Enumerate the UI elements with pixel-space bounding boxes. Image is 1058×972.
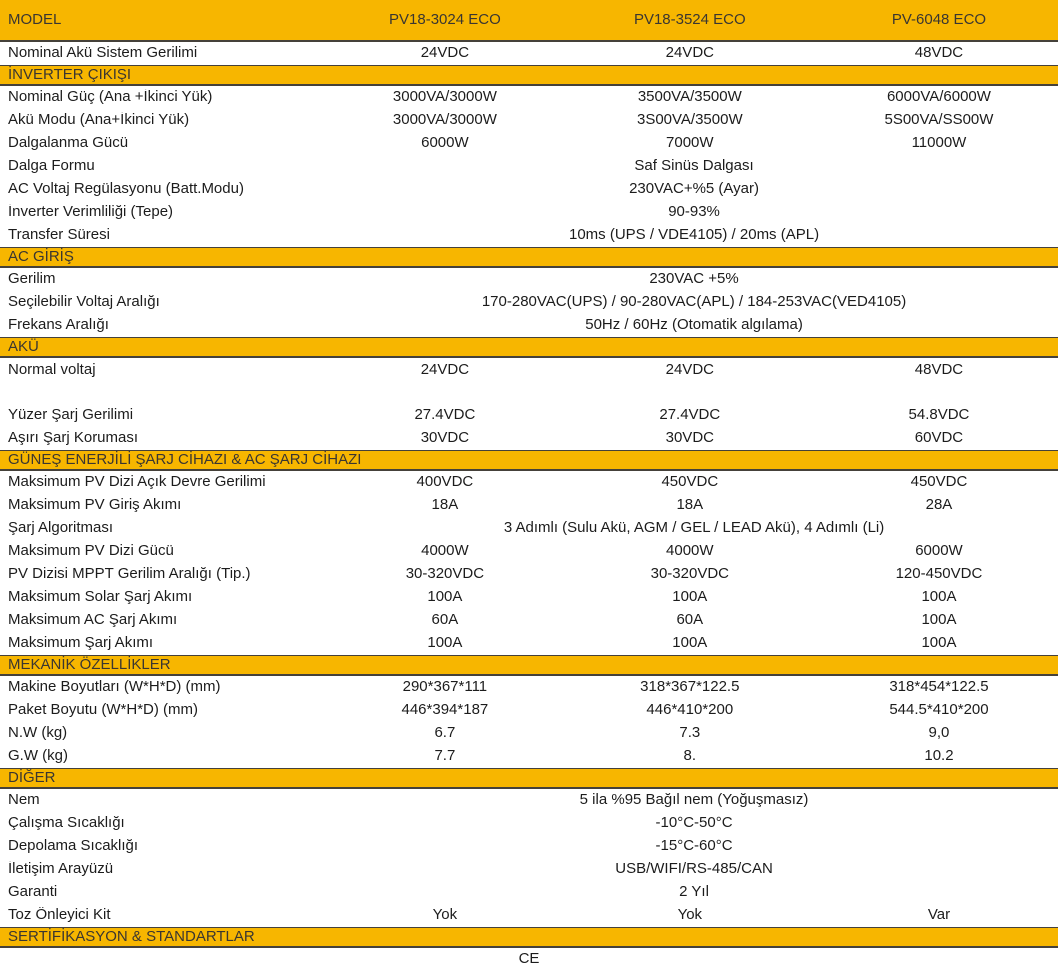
table-header-model-label: MODEL: [8, 11, 62, 28]
section-title: İNVERTER ÇIKIŞI: [8, 65, 132, 83]
spec-value: 24VDC: [420, 361, 470, 378]
table-header-row: [0, 0, 1058, 42]
spec-value-span: 90-93%: [668, 204, 720, 221]
spec-value: 318*367*122.5: [640, 679, 740, 696]
spec-label: Dalgalanma Gücü: [8, 135, 129, 152]
spec-value: 6000W: [421, 135, 469, 152]
section-header: [0, 927, 1058, 948]
spec-value: 11000W: [911, 135, 967, 152]
spec-row: [0, 178, 1058, 201]
spec-value-span: 170-280VAC(UPS) / 90-280VAC(APL) / 184-253VAC(VED4105): [481, 294, 907, 311]
spec-row: [0, 291, 1058, 314]
table-header-col-2: PV18-3524 ECO: [633, 11, 746, 28]
spec-label: Nominal Akü Sistem Gerilimi: [8, 45, 198, 62]
spec-label: Aşırı Şarj Koruması: [8, 430, 139, 447]
spec-value: 24VDC: [665, 45, 714, 62]
spec-label: Şarj Algoritması: [8, 520, 114, 537]
spec-label: G.W (kg): [8, 748, 68, 765]
section-title: DİĞER: [8, 768, 56, 786]
spec-value-span: 230VAC +5%: [649, 271, 739, 288]
spec-value: 446*394*187: [401, 702, 489, 719]
spec-value-span: -15°C-60°C: [655, 838, 733, 855]
spec-row: [0, 358, 1058, 404]
spec-value-span: Saf Sinüs Dalgası: [634, 158, 754, 175]
section-header: [0, 247, 1058, 268]
spec-value: 6000VA/6000W: [886, 89, 991, 106]
spec-row: [0, 745, 1058, 768]
spec-value: Var: [927, 907, 951, 924]
spec-value: 100A: [921, 589, 957, 606]
spec-value: 544.5*410*200: [889, 702, 989, 719]
spec-label: Maksimum PV Dizi Gücü: [8, 543, 174, 560]
spec-value-span: 3 Adımlı (Sulu Akü, AGM / GEL / LEAD Akü), 4 Adımlı (Li): [503, 520, 885, 537]
section-header: [0, 450, 1058, 471]
spec-label: Dalga Formu: [8, 158, 95, 175]
spec-value: 27.4VDC: [659, 407, 721, 424]
section-header: [0, 65, 1058, 86]
spec-row: [0, 609, 1058, 632]
spec-label: Maksimum AC Şarj Akımı: [8, 612, 178, 629]
spec-label: Nominal Güç (Ana +İkinci Yük): [8, 89, 213, 106]
spec-value-span: 5 ila %95 Bağıl nem (Yoğuşmasız): [579, 792, 809, 809]
spec-row: [0, 155, 1058, 178]
spec-label: Nem: [8, 792, 40, 809]
spec-value: 27.4VDC: [414, 407, 476, 424]
spec-value: 30-320VDC: [405, 566, 485, 583]
spec-label: Akü Modu (Ana+İkinci Yük): [8, 112, 190, 129]
spec-value: 60A: [676, 612, 704, 629]
spec-row: [0, 109, 1058, 132]
spec-label: Maksimum PV Giriş Akımı: [8, 497, 182, 514]
spec-row: [0, 789, 1058, 812]
spec-value: 400VDC: [416, 474, 474, 491]
spec-label: Maksimum Şarj Akımı: [8, 635, 154, 652]
spec-row: [0, 835, 1058, 858]
spec-value: 8.: [683, 748, 697, 765]
spec-value: 6000W: [915, 543, 963, 560]
spec-value: 30VDC: [665, 430, 714, 447]
spec-row: [0, 132, 1058, 155]
spec-label: Çalışma Sıcaklığı: [8, 815, 125, 832]
spec-value: 3000VA/3000W: [392, 89, 497, 106]
spec-value: 54.8VDC: [908, 407, 970, 424]
table-body: [0, 42, 1058, 971]
spec-label: Maksimum PV Dizi Açık Devre Gerilimi: [8, 474, 266, 491]
section-title: AC GİRİŞ: [8, 247, 74, 265]
spec-label: Garanti: [8, 884, 58, 901]
section-title: SERTİFİKASYON & STANDARTLAR: [8, 927, 255, 945]
section-title: GÜNEŞ ENERJİLİ ŞARJ CİHAZI & AC ŞARJ CİHAZI: [8, 450, 362, 468]
spec-value-span: 2 Yıl: [679, 884, 709, 901]
spec-value: 24VDC: [420, 45, 470, 62]
section-header: [0, 655, 1058, 676]
spec-row: [0, 812, 1058, 835]
spec-label: Depolama Sıcaklığı: [8, 838, 139, 855]
spec-value: 4000W: [666, 543, 714, 560]
spec-value: 10.2: [924, 748, 954, 765]
table-header-col-3: PV-6048 ECO: [891, 11, 987, 28]
spec-label: Gerilim: [8, 271, 56, 288]
spec-value: 48VDC: [914, 361, 964, 378]
spec-value: 5S00VA/SS00W: [884, 112, 994, 129]
spec-row: [0, 540, 1058, 563]
spec-label: İletişim Arayüzü: [8, 861, 114, 878]
spec-label: Makine Boyutları (W*H*D) (mm): [8, 679, 221, 696]
spec-label: Normal voltaj: [8, 361, 96, 378]
spec-label: N.W (kg): [8, 725, 68, 742]
spec-value: 3S00VA/3500W: [636, 112, 743, 129]
spec-value-span: 10ms (UPS / VDE4105) / 20ms (APL): [568, 227, 820, 244]
spec-value: 60A: [431, 612, 459, 629]
spec-value: 30-320VDC: [650, 566, 729, 583]
spec-value: 450VDC: [661, 474, 719, 491]
spec-label: Paket Boyutu (W*H*D) (mm): [8, 702, 199, 719]
spec-value: 48VDC: [914, 45, 964, 62]
spec-value: 7.3: [679, 725, 701, 742]
spec-value-span: USB/WIFI/RS-485/CAN: [615, 861, 773, 878]
spec-row: [0, 427, 1058, 450]
spec-row: [0, 722, 1058, 745]
spec-value: 18A: [431, 497, 459, 514]
section-title: MEKANİK ÖZELLİKLER: [8, 655, 171, 673]
spec-value: 3500VA/3500W: [637, 89, 742, 106]
spec-value: 290*367*111: [402, 679, 488, 696]
table-header-col-1: PV18-3024 ECO: [389, 11, 501, 28]
section-header: [0, 337, 1058, 358]
spec-value: 9,0: [928, 725, 950, 742]
spec-label: İnverter Verimliliği (Tepe): [8, 204, 174, 221]
spec-row: [0, 86, 1058, 109]
spec-value: 3000VA/3000W: [392, 112, 497, 129]
spec-value: 18A: [676, 497, 704, 514]
spec-row: [0, 858, 1058, 881]
spec-row: [0, 471, 1058, 494]
spec-label: Maksimum Solar Şarj Akımı: [8, 589, 193, 606]
spec-row: [0, 904, 1058, 927]
section-title: AKÜ: [8, 337, 39, 355]
spec-value: 6.7: [434, 725, 456, 742]
spec-row: [0, 494, 1058, 517]
spec-row: [0, 201, 1058, 224]
spec-label: Seçilebilir Voltaj Aralığı: [8, 294, 160, 311]
spec-value: 24VDC: [665, 361, 714, 378]
spec-value: Yok: [677, 907, 703, 924]
spec-row: [0, 42, 1058, 65]
spec-label: Transfer Süresi: [8, 227, 110, 244]
spec-value: 100A: [921, 635, 957, 652]
spec-row: [0, 404, 1058, 427]
spec-value: 28A: [925, 497, 953, 514]
spec-value-span: 230VAC+%5 (Ayar): [629, 181, 759, 198]
spec-value: 100A: [427, 589, 463, 606]
spec-value: 120-450VDC: [895, 566, 983, 583]
spec-row: [0, 586, 1058, 609]
spec-value: 4000W: [421, 543, 469, 560]
spec-value: 446*410*200: [646, 702, 734, 719]
spec-value: 100A: [672, 635, 708, 652]
spec-value: 318*454*122.5: [889, 679, 989, 696]
spec-value: 100A: [672, 589, 708, 606]
spec-value-full: CE: [518, 951, 540, 968]
spec-value: Yok: [432, 907, 458, 924]
spec-value: 7000W: [666, 135, 714, 152]
spec-row: [0, 632, 1058, 655]
spec-value: 100A: [921, 612, 957, 629]
spec-value: 60VDC: [914, 430, 964, 447]
spec-value-span: -10°C-50°C: [655, 815, 733, 832]
section-header: [0, 768, 1058, 789]
spec-row: [0, 268, 1058, 291]
spec-row: [0, 948, 1058, 971]
spec-label: Yüzer Şarj Gerilimi: [8, 407, 134, 424]
spec-value: 450VDC: [910, 474, 968, 491]
spec-value: 30VDC: [420, 430, 470, 447]
spec-label: PV Dizisi MPPT Gerilim Aralığı (Tip.): [8, 566, 251, 583]
spec-label: Frekans Aralığı: [8, 317, 109, 334]
spec-row: [0, 699, 1058, 722]
spec-value: 100A: [427, 635, 463, 652]
spec-row: [0, 517, 1058, 540]
spec-row: [0, 563, 1058, 586]
spec-label: AC Voltaj Regülasyonu (Batt.Modu): [8, 181, 244, 198]
spec-value: 7.7: [434, 748, 456, 765]
spec-row: [0, 224, 1058, 247]
spec-row: [0, 314, 1058, 337]
spec-row: [0, 676, 1058, 699]
spec-row: [0, 881, 1058, 904]
spec-value-span: 50Hz / 60Hz (Otomatik algılama): [585, 317, 803, 334]
spec-label: Toz Önleyici Kit: [8, 907, 111, 924]
